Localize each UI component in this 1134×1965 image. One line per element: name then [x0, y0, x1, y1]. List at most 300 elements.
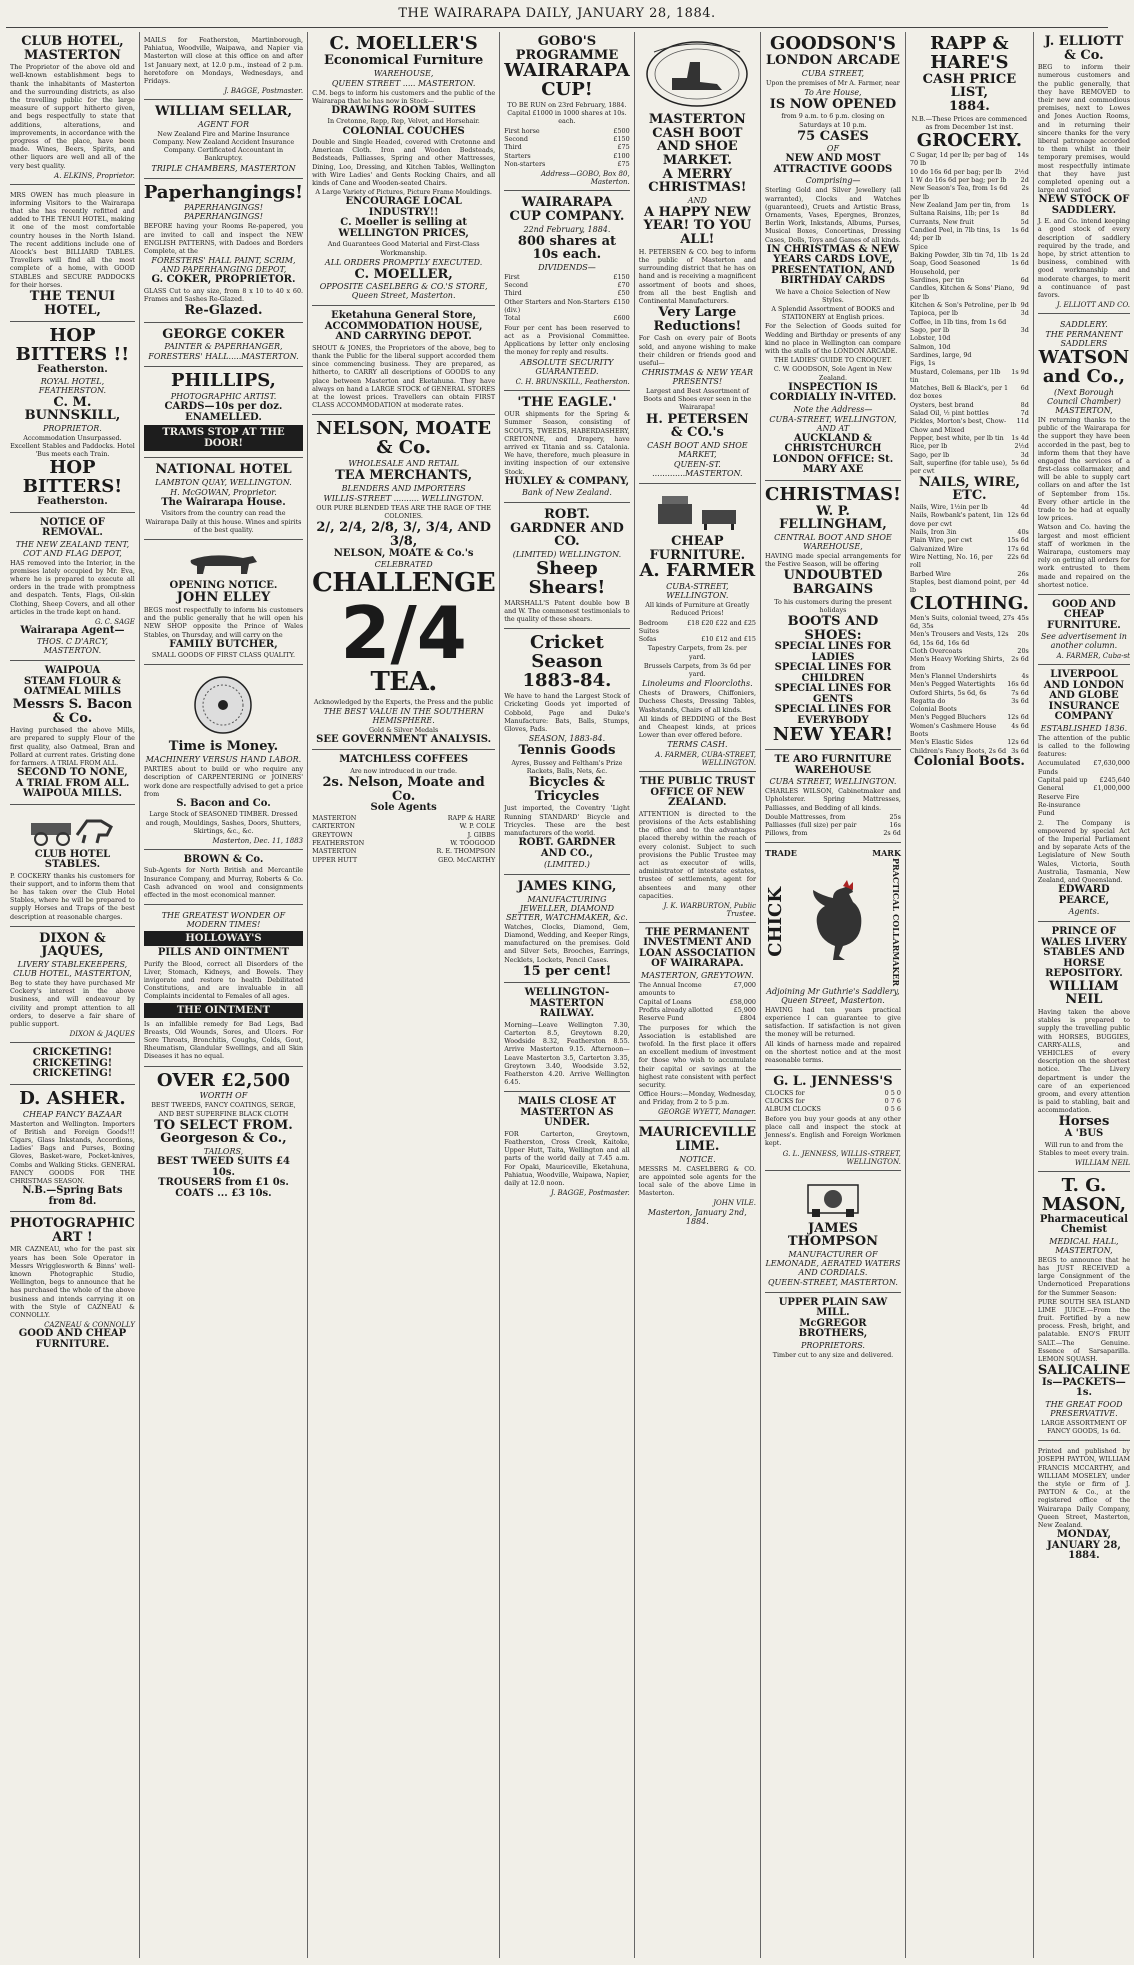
matches-sole: Sole Agents — [370, 802, 437, 814]
agent-row — [312, 831, 495, 839]
mattress-price-row-label: Pillows, from — [765, 829, 808, 838]
grocery-row-label: Matches, Bell & Black's, per 1 doz boxes — [909, 384, 1009, 401]
phillips-items: CARDS—10s per doz. ENAMELLED. — [164, 401, 283, 423]
grocery-row-value: 1s 9d — [1011, 367, 1029, 376]
permanent-body: The purposes for which the Association is established are twofold. In the first place it offers an excellent medium of investment for those who wish to accumulate their capital or savings at the highest rate consistent with perfect security. — [638, 1023, 756, 1089]
christmas-body2: To his customers during the present holidays — [774, 597, 892, 614]
cheap-furn-brussels: Brussels Carpets, from 3s 6d per yard. — [643, 661, 751, 679]
cheap-furn-sign: A. FARMER, CUBA-STREET, WELLINGTON. — [655, 751, 756, 768]
grocery-row-value: 2d — [1020, 175, 1029, 184]
dixon-ad — [10, 929, 135, 1043]
furniture-price-row-label: Bedroom Suites — [638, 618, 669, 635]
petersen-and: AND — [687, 195, 707, 205]
clothing-row-value: 3s 6d — [1011, 696, 1029, 705]
watson-ad — [1038, 316, 1130, 595]
clothing-row-value: 45s — [1017, 613, 1029, 622]
elliott-body2: J. E. and Co. intend keeping a good stock of every description of saddlery required by the trade, and hope, by strict attention to business, combined with good workmanship and moderate charges, to merit a continuance of past favors. — [1037, 217, 1130, 299]
mauriceville-notice: NOTICE. — [679, 1154, 716, 1164]
imprint — [1038, 1443, 1130, 1565]
liverpool-ad — [1038, 667, 1130, 922]
hop-body: Accommodation Unsurpassed. Excellent Stables and Paddocks. Hotel 'Bus meets each Train. — [10, 433, 135, 459]
permanent-hours: Office Hours:—Monday, Wednesday, and Friday, from 2 to 5 p.m. — [638, 1090, 756, 1107]
company-div: DIVIDENDS— — [538, 262, 596, 272]
grocery-row — [910, 218, 1029, 226]
clothing-row-value: 2s 6d — [1011, 655, 1029, 664]
clothing-row — [910, 722, 1029, 739]
coker-addr: FORESTERS' HALL.....MASTERTON. — [148, 352, 299, 362]
goodson-newest: NEW AND MOST ATTRACTIVE GOODS — [773, 153, 893, 175]
grocery-row — [910, 301, 1029, 309]
cricketing-ad — [10, 1045, 135, 1085]
mails-close-ad — [504, 1094, 630, 1201]
goodson-sub: LONDON ARCADE — [766, 52, 900, 68]
sellar-title: WILLIAM SELLAR, — [154, 104, 292, 120]
grocery-row — [910, 276, 1029, 284]
neil-horses: Horses — [1058, 1114, 1110, 1130]
club-hotel-ad — [10, 32, 135, 185]
petersen-body2: For Cash on every pair of Boots sold, and anyone wishing to make their children or friends good and useful— — [638, 334, 756, 367]
grocery-row — [910, 451, 1029, 459]
grocery-row-label: Candles, Kitchen & Sons' Piano, per lb — [909, 284, 1015, 301]
dividend-row-label: Second — [504, 281, 528, 290]
cheap-furn-tapestry: Tapestry Carpets, from 2s. per yard. — [647, 644, 747, 661]
liverpool-fund-list — [1038, 759, 1130, 817]
brown-body: Sub-Agents for North British and Mercantile Insurance Company, and Murray, Roberts & Co. Cash advanced on wool and consignments effected in the most economical manner. — [143, 866, 304, 899]
time-date: Masterton, Dec. 11, 1883 — [212, 836, 304, 845]
club-hotel-sign: A. ELKINS, Proprietor. — [54, 171, 135, 180]
cricket-body: We have to hand the Largest Stock of Cricketing Goods yet imported of Cobbold, Page and Duke's Manufacture: Bats, Balls, Stumps, Gloves, Pads. — [504, 692, 630, 733]
prize-row-label: Starters — [504, 151, 531, 160]
dividend-row-label: Other Starters and Non-Starters (div.) — [504, 297, 610, 315]
public-trust-ad — [639, 774, 756, 923]
grocery-row-label: Coffee, in 1lb tins, from 1s 6d — [909, 317, 1007, 326]
eagle-sign: HUXLEY & COMPANY, — [504, 475, 630, 487]
grocery-row-value: 2½d — [1014, 442, 1029, 451]
figure-row-value: £7,000 — [733, 980, 756, 989]
over-body: BEST TWEEDS, FANCY COATINGS, SERGE, AND BEST SUPERFINE BLACK CLOTH — [151, 1101, 296, 1118]
waipoua-body: Having purchased the above Mills, are prepared to supply Flour of the first quality, also Oatmeal, Bran and Pollard at current rates. Gristing done for farmers. A TRIAL FROM ALL. — [10, 726, 135, 767]
over-sub: WORTH OF — [199, 1091, 248, 1101]
fund-row-value: £1,000,000 — [1093, 784, 1130, 793]
cheap-furn-bedding: All kinds of BEDDING of the Best and Cheapest kinds, at prices Lower than ever offered before. — [638, 714, 756, 740]
time-firm: S. Bacon and Co. — [176, 797, 271, 809]
elley-trade: FAMILY BUTCHER, — [169, 638, 278, 650]
nelson-tea-word: TEA. — [370, 667, 437, 698]
nails-price-list — [910, 503, 1029, 595]
dixon-sub: LIVERY STABLEKEEPERS, CLUB HOTEL, MASTERTON, — [13, 960, 132, 979]
agent-row-value: W. TOOGOOD — [450, 838, 496, 847]
hop-hotel: ROYAL HOTEL, FEATHERSTON. — [38, 376, 107, 395]
waipoua-mills: WAIPOUA MILLS. — [22, 788, 122, 800]
nails-row — [910, 511, 1029, 528]
petersen-addr: QUEEN-ST. .............MASTERTON. — [652, 459, 743, 478]
mails-close-sign: J. BAGGE, Postmaster. — [550, 1189, 630, 1198]
trust-sign: J. K. WARBURTON, Public Trustee. — [663, 901, 756, 918]
moeller-drawing-body: In Cretonne, Repp, Rep, Velvet, and Horsehair. — [327, 117, 480, 126]
figure-row-label: Profits already allotted — [638, 1005, 714, 1014]
cheap-furn-name: A. FARMER — [639, 560, 756, 582]
jenness-title: G. L. JENNESS'S — [773, 1074, 893, 1090]
good-furniture-1: GOOD AND CHEAP FURNITURE. — [18, 1328, 127, 1350]
watson-perm: THE PERMANENT SADDLERS — [1045, 330, 1123, 349]
gobo-body: TO BE RUN on 23rd February, 1884. Capital £1000 in 1000 shares at 10s. each. — [507, 101, 627, 126]
neil-ad — [1038, 924, 1130, 1172]
over-coats: COATS ... £3 10s. — [175, 1187, 272, 1199]
thompson-sub: MANUFACTURER OF LEMONADE, AERATED WATERS AND CORDIALS. — [765, 1249, 901, 1277]
chick-ad — [765, 845, 901, 1070]
liverpool-title: LIVERPOOL AND LONDON AND GLOBE INSURANCE COMPANY — [1043, 669, 1125, 723]
agent-row-value: R. E. THOMPSON — [436, 847, 496, 856]
nails-row-value: 40s — [1017, 528, 1029, 537]
saw-mill-ad — [765, 1295, 901, 1364]
neil-body: Having taken the above stables is prepared to supply the travelling public with HORSES, BUGGIES, CARRY-ALLS, and VEHICLES of every description on the shortest notice. The Livery department is under the care of an experienced groom, and every attention is paid to stabling, bait and accommodation. — [1037, 1008, 1130, 1115]
moeller-sub: Economical Furniture — [323, 52, 484, 68]
grocery-row-label: Soap, Good Seasoned Household, per — [909, 259, 981, 276]
sellar-role: AGENT FOR — [197, 119, 249, 129]
robt-title: ROBT. GARDNER AND CO. — [510, 507, 624, 550]
dividend-row-label: Third — [504, 289, 522, 298]
mason-title: T. G. MASON, — [1041, 1174, 1126, 1215]
goodson-london: LONDON OFFICE: St. MARY AXE — [772, 453, 894, 476]
robt-body: MARSHALL'S Patent double bow B and W. The commonest testimonials to the quality of these shears. — [504, 598, 630, 624]
time-sub: MACHINERY VERSUS HAND LABOR. — [145, 755, 302, 765]
prize-row — [504, 135, 630, 143]
grocery-row — [910, 243, 1029, 251]
grocery-row-value — [1026, 343, 1029, 351]
grocery-row-value: 8d — [1020, 400, 1029, 409]
prize-row — [504, 143, 630, 151]
jenness-ad — [765, 1072, 901, 1170]
elley-body: BEGS most respectfully to inform his customers and the public generally that he will open his NEW SHOP opposite the Prince of Wales Stables, on Thursday, and will carry on the — [143, 606, 304, 639]
cheap-furniture-ad — [639, 486, 756, 772]
nails-row-label: Galvanized Wire — [909, 544, 964, 553]
nelson-analysis: SEE GOVERNMENT ANALYSIS. — [316, 733, 492, 745]
eketahuna-body: SHOUT & JONES, the Proprietors of the above, beg to thank the Public for the liberal support accorded them since commencing business. They are prepared, as hitherto, to CARRY all descriptions of GOODS to any place between Masterton and Eketahuna. They have always on hand a LARGE STOCK of GENERAL STORES at the lowest prices. Travellers can obtain FIRST CLASS ACCOMMODATION at moderate rates. — [312, 343, 496, 410]
grocery-row-label: C Sugar, 1d per lb; per bag of 70 lb — [909, 150, 1007, 168]
clothing-row-value: 4s — [1021, 671, 1029, 680]
nelson-ack: Acknowledged by the Experts, the Press and the public — [313, 697, 494, 706]
nails-row-value: 12s 6d — [1007, 511, 1029, 520]
nails-row-value: 26s — [1017, 569, 1029, 578]
grocery-row-value: 1s 2d — [1011, 250, 1029, 259]
king-sub: MANUFACTURING JEWELLER, DIAMOND SETTER, WATCHMAKER, &c. — [506, 894, 628, 922]
clothing-row — [910, 614, 1029, 631]
grocery-row — [910, 434, 1029, 442]
grocery-row — [910, 318, 1029, 326]
grocery-row — [910, 459, 1029, 476]
nelson-addr: WILLIS-STREET .......... WELLINGTON. — [323, 493, 484, 503]
asher-body: Masterton and Wellington. Importers of British and Foreign Goods!!! Cigars, Glass Inkstands, Accordions, Ladies' Bags and Purses, Boxing Gloves, Basket-ware, Pocket-knives, Combs and Walking Sticks. GENERAL FANCY GOODS FOR THE CHRISTMAS SEASON. — [10, 1119, 135, 1185]
mattress-price-row-label: Palliasses (full size) per pair — [765, 821, 857, 830]
figure-row-label: The Annual Income amounts to — [638, 980, 702, 998]
moeller-ad — [312, 32, 495, 306]
goodson-note: Note the Address— — [793, 404, 873, 414]
grocery-row-label: Salmon, 10d — [909, 342, 951, 351]
photo-title: PHOTOGRAPHIC ART ! — [10, 1216, 135, 1245]
grocery-row — [910, 384, 1029, 401]
wilson-price-list — [765, 813, 901, 838]
goodson-items: Sterling Gold and Silver Jewellery (all warranted), Clocks and Watches (guaranteed), Cruets and Artistic Brass, Ornaments, Vases, Epergnes, Bronzes, Berlin Work, Inkstands, Albums, Purses, Musical Boxes, Concertinas, Dressing Cases, Dolls, Toys and Games of all kinds. — [765, 186, 901, 244]
grocery-row — [910, 442, 1029, 450]
chick-side-name: CHICK — [765, 886, 786, 957]
grocery-row-value: 3d — [1020, 309, 1029, 318]
removal-sign: G. C. SAGE — [94, 617, 135, 626]
mauriceville-date: Masterton, January 2nd, 1884. — [647, 1208, 747, 1227]
eagle-ad — [504, 393, 630, 504]
mattress-price-row — [765, 813, 901, 821]
nelson-moate-ad — [312, 417, 495, 750]
james-king-ad — [504, 877, 630, 983]
mason-items: PURE SOUTH SEA ISLAND LIME JUICE.—From the fruit. Fortified by a new process. Fresh, bright, and palatable. ENO'S FRUIT SALT.—The Genuine. Essence of Sarsaparilla. LEMON SQUASH. — [1037, 1297, 1130, 1363]
trust-body: ATTENTION is directed to the provisions of the Acts establishing the office and to the advantages placed thereby within the reach of every colonist. Subject to such provisions the Public Trustee may act as executor of wills, administrator of intestate estates, trustee of settlements, agent for absentees and many other capacities. — [638, 809, 756, 900]
dividend-row-value: £150 — [613, 272, 630, 281]
nails-row-value: 22s 6d — [1007, 553, 1029, 562]
nelson-awards: Gold & Silver Medals — [368, 725, 439, 734]
rapp-sub: CASH PRICE LIST, — [922, 71, 1017, 101]
gobo-title: GOBO'S PROGRAMME — [515, 34, 619, 63]
liverpool-est: ESTABLISHED 1836. — [1040, 723, 1128, 733]
grocery-row-value: 9d — [1020, 300, 1029, 309]
clothing-row-value: 20s — [1017, 630, 1029, 639]
christmas-line-1: SPECIAL LINES FOR LADIES — [774, 641, 892, 663]
waipoua-items: STEAM FLOUR & OATMEAL MILLS — [23, 675, 122, 698]
goodson-title: GOODSON'S — [769, 33, 896, 54]
agent-row-label: MASTERTON — [312, 813, 357, 822]
clothing-row-value: 3s 6d — [1011, 746, 1029, 755]
masthead: THE WAIRARAPA DAILY, JANUARY 28, 1884. — [6, 6, 1108, 28]
elliott-sign: J. ELLIOTT AND CO. — [1056, 301, 1130, 310]
fund-row-label: Capital paid up — [1037, 776, 1088, 785]
cup-company-ad — [504, 193, 630, 390]
clothing-price-list — [910, 614, 1029, 756]
prize-row — [504, 160, 630, 168]
grocery-row-value: 3d — [1020, 325, 1029, 334]
fund-row-label: General Reserve Fire Re-insurance Fund — [1037, 784, 1081, 818]
figure-row-label: Capital of Loans — [638, 997, 692, 1006]
grocery-row-value — [1026, 359, 1029, 367]
furniture-price-row-value: £18 £20 £22 and £25 — [687, 618, 756, 627]
asher-title: D. ASHER. — [19, 1087, 126, 1109]
agent-row — [312, 814, 495, 822]
saw-mill-body: Timber cut to any size and delivered. — [772, 1350, 894, 1359]
sellar-body: New Zealand Fire and Marine Insurance Company. New Zealand Accident Insurance Company. Certificated Accountant in Bankruptcy. — [152, 129, 295, 163]
chick-adj: Adjoining Mr Guthrie's Saddlery, Queen Street, Masterton. — [766, 986, 900, 1005]
bullock-illustration — [183, 548, 263, 578]
clothing-row-label: Cloth Overcoats — [909, 646, 963, 655]
column-4 — [500, 32, 635, 1958]
furniture-price-row-value: £10 £12 and £15 — [701, 635, 756, 644]
holloway-ad — [144, 907, 303, 1066]
clothing-row — [910, 680, 1029, 688]
goodson-hours: from 9 a.m. to 6 p.m. closing on Saturdays at 10 p.m. — [781, 112, 885, 129]
grocery-row-label: Spice — [909, 242, 928, 251]
company-dividend-list — [504, 273, 630, 323]
coker-ad — [144, 325, 303, 368]
time-money-ad — [144, 667, 303, 849]
saw-blade-illustration — [183, 673, 263, 737]
petersen-firm-sub: CASH BOOT AND SHOE MARKET, — [647, 440, 748, 459]
cheap-furn-body2: Chests of Drawers, Chiffoniers, Duchess Chests, Dressing Tables, Washstands, Chairs of all kinds. — [638, 689, 756, 714]
grocery-row-label: 10 do 16s 6d per bag; per lb — [909, 167, 1002, 176]
good-furniture-ad — [1038, 597, 1130, 666]
moeller-pictures: A Large Variety of Pictures, Picture Frame Mouldings. — [315, 188, 492, 197]
nelson-blend: BLENDERS AND IMPORTERS — [341, 483, 466, 493]
grocery-row-label: Pickles, Morton's best, Chow-Chow and Mixed — [909, 417, 1007, 434]
clock-price-row-label: CLOCKS for — [765, 1088, 805, 1097]
cricket-season: SEASON, 1883-84. — [528, 734, 606, 744]
grocery-row-value: 5s 6d — [1011, 459, 1029, 468]
sellar-ad — [144, 102, 303, 178]
goodson-sign: C. W. GOODSON, Sole Agent in New Zealand. — [773, 365, 893, 382]
goodson-body3: For the Selection of Goods suited for Wedding and Birthday or presents of any kind no place in Wellington can compare with the stalls of the LONDON ARCADE. — [765, 322, 901, 355]
figure-row — [639, 1014, 756, 1022]
elliott-ad — [1038, 32, 1130, 314]
wairarapa-house-body: Visitors from the country can read the Wairarapa Daily at this house. Wines and spirits of the best quality. — [145, 509, 302, 534]
liverpool-body: The attention of the public is called to the following features: — [1037, 733, 1130, 759]
thompson-addr: QUEEN-STREET, MASTERTON. — [768, 1277, 898, 1287]
clothing-row — [910, 689, 1029, 697]
clothing-row-label: Regatta do — [909, 696, 946, 705]
fund-row — [1038, 784, 1130, 817]
reglazed-title: Re-Glazed. — [184, 303, 263, 319]
clothing-row — [910, 697, 1029, 705]
dividend-row-value: £150 — [613, 297, 630, 306]
dixon-sign: DIXON & JAQUES — [69, 1030, 135, 1039]
clothing-row-label: Colonial Boots — [909, 705, 957, 714]
nails-row-label: Barbed Wire — [909, 569, 951, 578]
saw-mill-title: UPPER PLAIN SAW MILL. — [778, 1296, 888, 1319]
clothing-row — [910, 713, 1029, 721]
fund-row-label: Accumulated Funds — [1037, 759, 1081, 776]
mattress-price-row — [765, 821, 901, 829]
grocery-row-label: Sardines, large, 9d — [909, 350, 972, 359]
grocery-row-value — [1026, 334, 1029, 342]
mason-packets: Is—PACKETS—1s. — [1042, 1376, 1126, 1399]
column-3 — [308, 32, 500, 1958]
grocery-row-value — [1026, 318, 1029, 326]
gobo-prize-list — [504, 127, 630, 169]
nails-row — [910, 570, 1029, 578]
mason-preserve: SALICALINE — [1037, 1363, 1130, 1379]
dividend-row-label: Total — [504, 314, 521, 323]
petersen-presents: CHRISTMAS & NEW YEAR PRESENTS! — [641, 368, 753, 387]
clothing-row-value: 20s — [1017, 646, 1029, 655]
clothing-row-label: Men's Trousers and Vests, 12s 6d, 15s 6d, 16s 6d — [909, 630, 1009, 647]
tennis-body: Ayres, Bussey and Feltham's Prize Rackets, Balls, Nets, &c. — [511, 758, 623, 775]
watson-body: IN returning thanks to the public of the Wairarapa for the support they have been accorded in the past, beg to inform them that they have engaged the services of a first-class collarmaker, and will be able to supply cart collars on and after the 1st of September from 15s. Every other article in the trade to be had at equally low prices. — [1037, 415, 1130, 523]
jenness-price-list — [765, 1089, 901, 1114]
mattress-price-row-value: 2s 6d — [883, 829, 901, 838]
grocery-row-label: Sardines, per tin — [909, 275, 965, 284]
grocery-row — [910, 368, 1029, 385]
wilson-title: TE ARO FURNITURE WAREHOUSE — [774, 754, 892, 776]
grocery-row — [910, 351, 1029, 359]
dividend-row — [504, 289, 630, 297]
mails-body: MAILS for Featherston, Martinborough, Pahiatua, Woodville, Waipawa, and Napier via Masterton will close at this office on and after 1st January next, at 12.0 p.m., instead of 2 p.m. heretofore on Mondays, Wednesdays, and Fridays. — [143, 36, 304, 85]
christmas-line-4: SPECIAL LINES FOR EVERYBODY — [774, 704, 892, 726]
grocery-row-value: 1s 6d — [1011, 225, 1029, 234]
goodson-addr2: CUBA-STREET, WELLINGTON, AND AT — [769, 414, 897, 433]
grocery-row-value: 7d — [1020, 409, 1029, 418]
grocery-row — [910, 401, 1029, 409]
tenui-body: MRS OWEN has much pleasure in informing Visitors to the Wairarapa that she has recently refitted and added to THE TENUI HOTEL, making it one of the most comfortable country houses in the North Island. The recent additions include one of Alcock's best BILLIARD TABLES. Travellers will find all the most complete of a home, with GOOD STABLES and SECURE PADDOCKS for their horses. — [10, 190, 135, 289]
grocery-row-value: 2½d — [1014, 167, 1029, 176]
club-hotel-title: CLUB HOTEL, MASTERTON — [21, 34, 124, 63]
rooster-icon — [803, 880, 873, 964]
agent-row-value: RAPP & HARE — [447, 813, 496, 822]
moeller2-title: C. MOELLER, — [354, 266, 453, 282]
rapp-grocery: GROCERY. — [916, 130, 1022, 152]
elley-ad — [144, 542, 303, 666]
agent-row — [312, 822, 495, 830]
moeller2-addr: OPPOSITE CASELBERG & CO.'S STORE, Queen Street, Masterton. — [319, 282, 488, 301]
tennis-title: Tennis Goods — [518, 743, 616, 759]
nails-row-label: Plain Wire, per cwt — [909, 536, 973, 545]
brown-ad — [144, 852, 303, 905]
nelson-sub: WHOLESALE AND RETAIL — [348, 459, 459, 469]
grocery-row — [910, 334, 1029, 342]
grocery-row-value — [1026, 243, 1029, 251]
wilson-ad — [765, 752, 901, 843]
removal-title: NOTICE OF REMOVAL. — [40, 516, 105, 539]
nelson-tea: TEA MERCHANTS, — [335, 468, 473, 484]
petersen-reductions: Very Large Reductions! — [653, 305, 742, 334]
moeller-title: C. MOELLER'S — [329, 33, 478, 54]
permanent-ad — [639, 925, 756, 1122]
column-8 — [1034, 32, 1134, 1958]
matches-title: MATCHLESS COFFEES — [339, 754, 469, 766]
nails-row — [910, 553, 1029, 570]
permanent-figure-list — [639, 981, 756, 1023]
agent-row-label: MASTERTON — [312, 847, 357, 856]
grocery-row-label: Sultana Raisins, 1lb; per 1s — [909, 209, 1000, 218]
holloway-label: THE GREATEST WONDER OF MODERN TIMES! — [161, 911, 286, 930]
grocery-row — [910, 176, 1029, 184]
mails-close-title: MAILS CLOSE AT MASTERTON AS UNDER. — [517, 1096, 616, 1129]
figure-row-value: £58,000 — [729, 997, 756, 1006]
holloway-ointment-body: Is an infallible remedy for Bad Legs, Bad Breasts, Old Wounds, Sores, and Ulcers. For Sore Throats, Bronchitis, Coughs, Colds, Gout, Rheumatism, Glandular Swellings, and all Skin Diseases it has no equal. — [143, 1019, 304, 1061]
clock-price-row-label: CLOCKS for — [765, 1097, 805, 1106]
agent-row-value: W. P. COLE — [459, 822, 496, 831]
figure-row-label: Reserve Fund — [638, 1014, 684, 1023]
moeller-wh: WAREHOUSE, — [373, 68, 434, 78]
waipoua-title: WAIPOUA — [44, 665, 101, 677]
removal-ad — [10, 515, 135, 662]
grocery-row — [910, 359, 1029, 367]
moeller-encourage: ENCOURAGE LOCAL INDUSTRY!! — [345, 196, 462, 218]
grocery-row — [910, 201, 1029, 209]
holloway-ointment: THE OINTMENT — [144, 1003, 303, 1018]
cricketing-2: CRICKETING! — [32, 1057, 113, 1069]
national-title: NATIONAL HOTEL — [155, 462, 292, 478]
wilson-addr: CUBA STREET, WELLINGTON. — [769, 777, 897, 787]
mattress-price-row-value: 16s — [889, 821, 901, 830]
grocery-row-label: New Season's Tea, from 1s 6d per lb — [909, 184, 1008, 201]
figure-row-value: £5,900 — [733, 1005, 756, 1014]
rapp-note: N.B.—These Prices are commenced as from December 1st inst. — [911, 114, 1027, 131]
agency-name: THOS. C D'ARCY, MASTERTON. — [36, 637, 108, 656]
matches-body: Are now introduced in our trade. — [350, 766, 458, 775]
paper-sub: PAPERHANGINGS! PAPERHANGINGS! — [183, 203, 263, 222]
chick-label-mark: MARK — [872, 847, 901, 858]
grocery-row-value: 1s 4d — [1011, 434, 1029, 443]
clothing-row-value — [1026, 705, 1029, 713]
waipoua-second: SECOND TO NONE, — [17, 767, 128, 779]
clothing-row-label: Women's Cashmere House Boots — [909, 721, 997, 739]
chick-side-practical: PRACTICAL — [890, 857, 901, 911]
wilson-body: CHARLES WILSON, Cabinetmaker and Upholsterer. Spring Mattresses, Palliasses, and Bedding of all kinds. — [765, 787, 901, 812]
nails-row — [910, 528, 1029, 536]
